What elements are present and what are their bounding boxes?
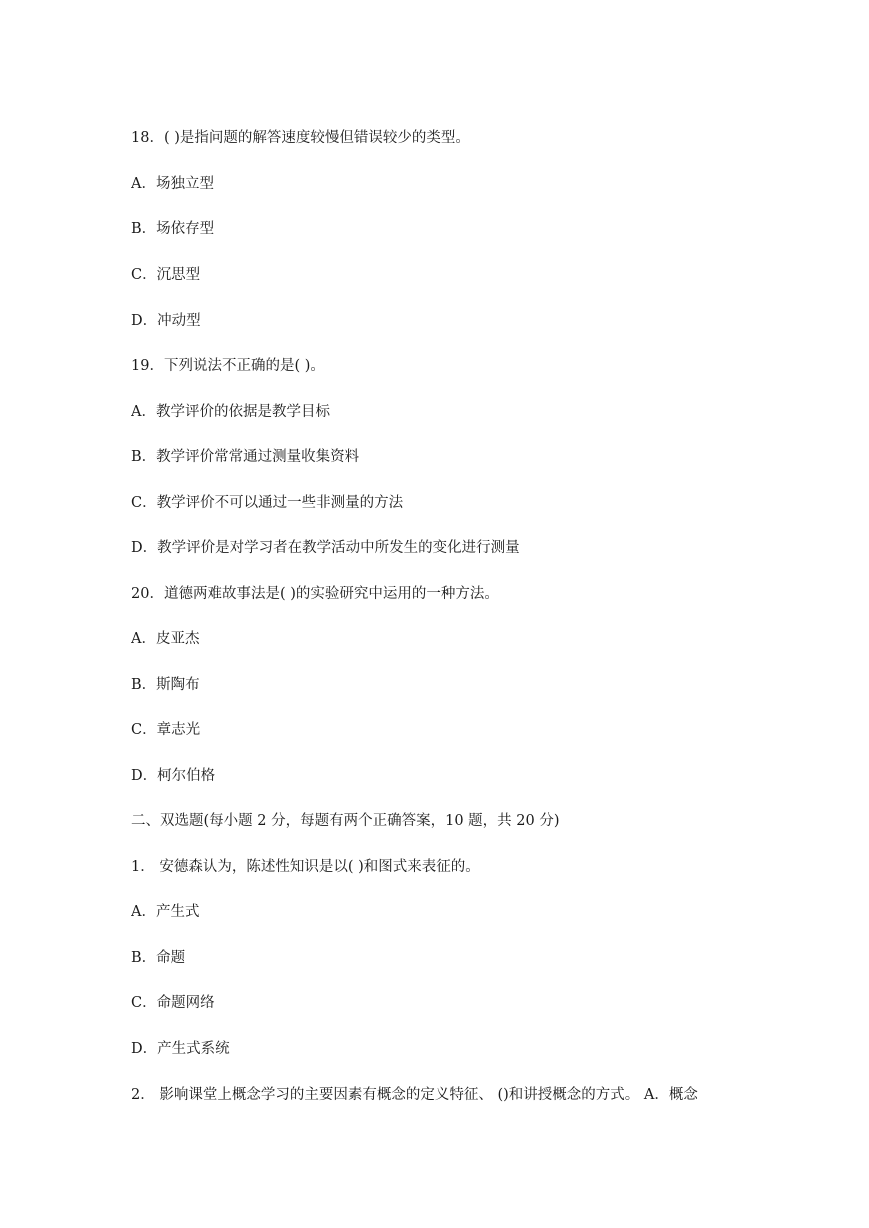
question-18-option-a: A．场独立型 (131, 176, 214, 192)
question-18-option-b: B．场依存型 (131, 221, 215, 237)
double-question-2-stem: 2． 影响课堂上概念学习的主要因素有概念的定义特征、 ()和讲授概念的方式。 A．概念 (131, 1087, 698, 1103)
double-question-1-stem: 1． 安德森认为，陈述性知识是以( )和图式来表征的。 (131, 859, 480, 875)
question-20-option-b: B．斯陶布 (131, 677, 200, 693)
question-19-stem: 19．下列说法不正确的是( )。 (131, 358, 325, 374)
question-19-option-b: B．教学评价常常通过测量收集资料 (131, 449, 360, 465)
question-20-option-a: A．皮亚杰 (131, 631, 200, 647)
question-18-option-c: C．沉思型 (131, 267, 201, 283)
question-20-option-d: D．柯尔伯格 (131, 768, 216, 784)
question-20-option-c: C．章志光 (131, 722, 201, 738)
question-19-option-c: C．教学评价不可以通过一些非测量的方法 (131, 495, 404, 511)
double-question-1-option-a: A．产生式 (131, 904, 200, 920)
question-18-option-d: D．冲动型 (131, 313, 201, 329)
section-heading-double-choice: 二、双选题(每小题 2 分，每题有两个正确答案，10 题，共 20 分) (131, 813, 560, 829)
question-19-option-a: A．教学评价的依据是教学目标 (131, 404, 330, 420)
question-19-option-d: D．教学评价是对学习者在教学活动中所发生的变化进行测量 (131, 540, 520, 556)
double-question-1-option-c: C．命题网络 (131, 995, 215, 1011)
double-question-1-option-d: D．产生式系统 (131, 1041, 230, 1057)
question-20-stem: 20．道德两难故事法是( )的实验研究中运用的一种方法。 (131, 586, 499, 602)
double-question-1-option-b: B．命题 (131, 950, 186, 966)
question-18-stem: 18．( )是指问题的解答速度较慢但错误较少的类型。 (131, 130, 470, 146)
